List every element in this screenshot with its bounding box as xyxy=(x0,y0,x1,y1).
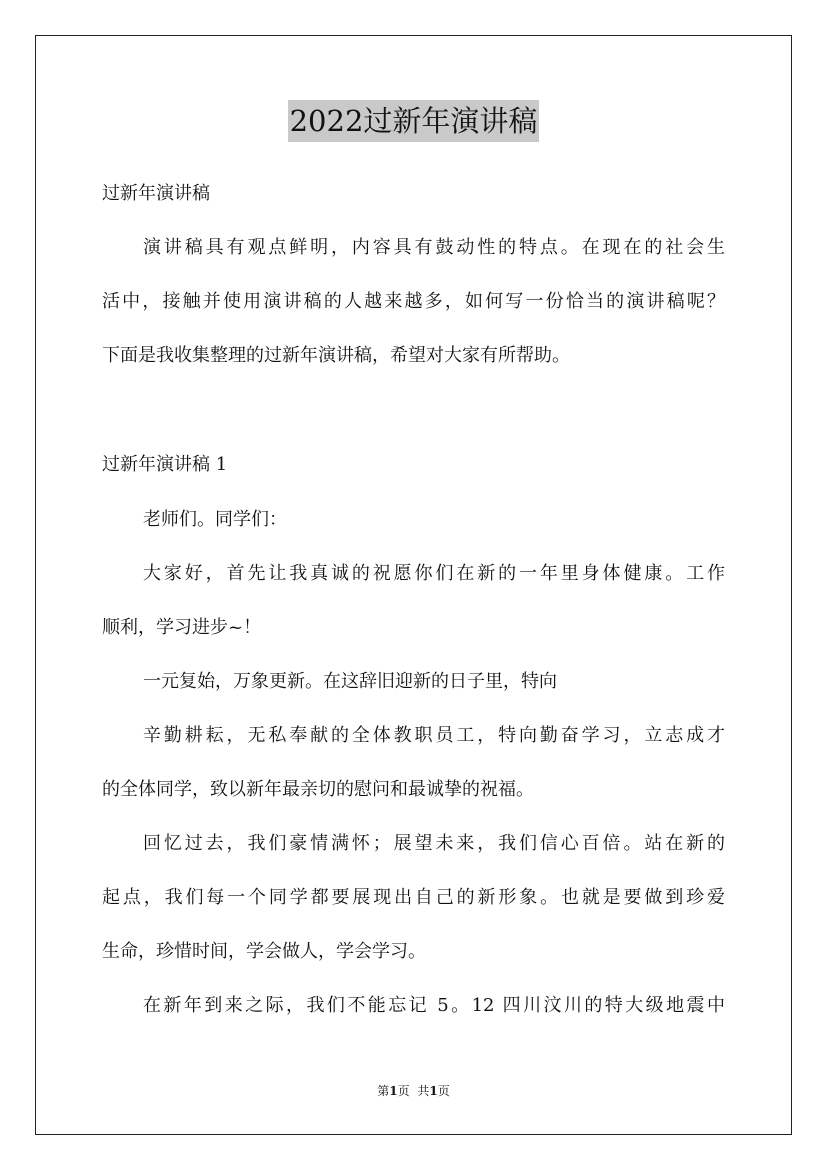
paragraph-line: 生命，珍惜时间，学会做人，学会学习。 xyxy=(102,941,426,962)
footer-total-prefix: 共 xyxy=(417,1084,430,1098)
footer-total-number: 1 xyxy=(429,1084,438,1098)
paragraph-line: 老师们。同学们： xyxy=(143,509,287,530)
paragraph-line: 顺利，学习进步~！ xyxy=(102,617,262,638)
footer-total-suffix: 页 xyxy=(437,1084,450,1098)
paragraph-line: 大家好，首先让我真诚的祝愿你们在新的一年里身体健康。工作 xyxy=(143,563,725,584)
paragraph-line: 活中，接触并使用演讲稿的人越来越多，如何写一份恰当的演讲稿呢？ xyxy=(102,291,725,312)
document-title-wrap xyxy=(0,100,827,142)
paragraph-line: 演讲稿具有观点鲜明，内容具有鼓动性的特点。在现在的社会生 xyxy=(143,237,725,258)
page-footer xyxy=(0,1083,827,1099)
footer-page-suffix: 页 xyxy=(397,1084,410,1098)
paragraph-line: 回忆过去，我们豪情满怀；展望未来，我们信心百倍。站在新的 xyxy=(143,833,725,854)
document-title: 2022过新年演讲稿 xyxy=(288,100,540,142)
paragraph-line: 下面是我收集整理的过新年演讲稿，希望对大家有所帮助。 xyxy=(102,345,570,366)
footer-page-number: 1 xyxy=(389,1084,398,1098)
paragraph-line: 辛勤耕耘，无私奉献的全体教职员工，特向勤奋学习，立志成才 xyxy=(143,725,725,746)
footer-page-prefix: 第 xyxy=(377,1084,390,1098)
section-heading: 过新年演讲稿 xyxy=(102,183,210,204)
paragraph-line: 的全体同学，致以新年最亲切的慰问和最诚挚的祝福。 xyxy=(102,779,534,800)
paragraph-line: 起点，我们每一个同学都要展现出自己的新形象。也就是要做到珍爱 xyxy=(102,887,725,908)
paragraph-line: 在新年到来之际，我们不能忘记 5。12 四川汶川的特大级地震中 xyxy=(143,995,725,1016)
speech-heading: 过新年演讲稿 1 xyxy=(102,454,228,475)
paragraph-line: 一元复始，万象更新。在这辞旧迎新的日子里，特向 xyxy=(143,671,557,692)
